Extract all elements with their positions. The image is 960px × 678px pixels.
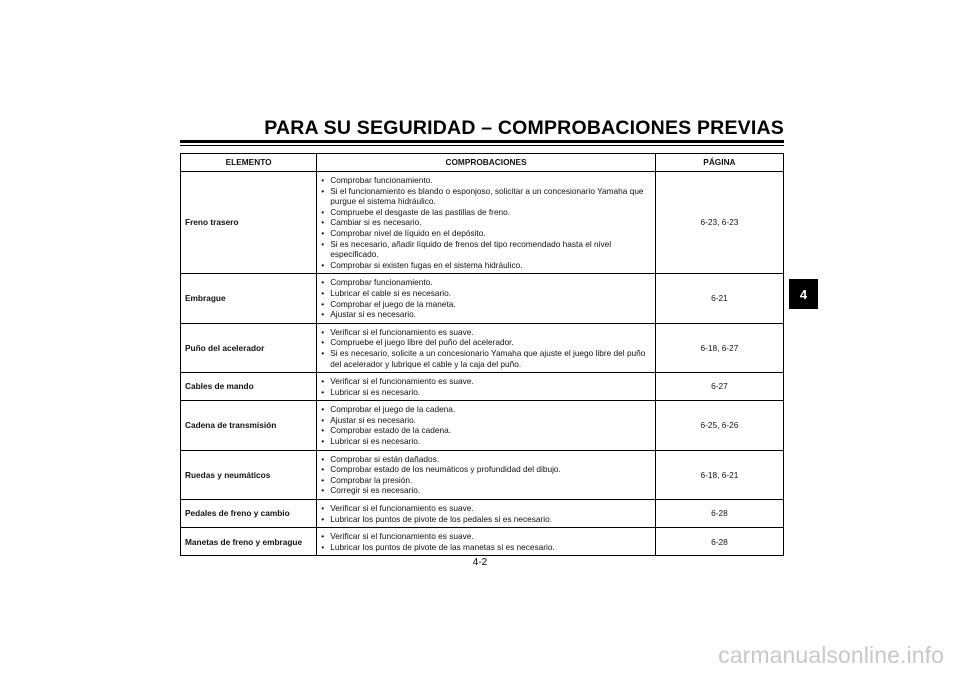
- check-item: • Comprobar estado de los neumáticos y profundidad del dibujo.: [321, 464, 651, 475]
- check-item: • Si es necesario, añadir líquido de frenos del tipo recomendado hasta el nivel especificado.: [321, 239, 651, 260]
- table-header-row: [181, 154, 784, 172]
- row-checks: [317, 401, 656, 450]
- checks-list: [321, 454, 651, 496]
- row-element: Puño del acelerador: [181, 323, 317, 372]
- pre-operation-checks-table: [180, 153, 784, 556]
- row-page-ref: 6-21: [655, 274, 783, 323]
- check-item: • Lubricar si es necesario.: [321, 436, 651, 447]
- table-body: [181, 172, 784, 556]
- row-element: Ruedas y neumáticos: [181, 450, 317, 499]
- check-item: • Compruebe el juego libre del puño del acelerador.: [321, 337, 651, 348]
- checks-list: [321, 327, 651, 369]
- check-item: • Verificar si el funcionamiento es suave.: [321, 376, 651, 387]
- checks-list: [321, 404, 651, 446]
- check-item: • Comprobar la presión.: [321, 475, 651, 486]
- check-item: • Ajustar si es necesario.: [321, 415, 651, 426]
- page-title: PARA SU SEGURIDAD – COMPROBACIONES PREVIAS: [264, 117, 784, 139]
- table-row: [181, 450, 784, 499]
- check-item: • Comprobar funcionamiento.: [321, 175, 651, 186]
- checks-list: [321, 376, 651, 397]
- table-row: [181, 401, 784, 450]
- check-item: • Si el funcionamiento es blando o esponjoso, solicitar a un concesionario Yamaha que purgue el sistema hidráulico.: [321, 186, 651, 207]
- check-item: • Comprobar estado de la cadena.: [321, 425, 651, 436]
- check-item: • Verificar si el funcionamiento es suave.: [321, 531, 651, 542]
- check-item: • Comprobar el juego de la cadena.: [321, 404, 651, 415]
- row-page-ref: 6-28: [655, 500, 783, 528]
- page-number: 4-2: [472, 557, 488, 568]
- row-element: Pedales de freno y cambio: [181, 500, 317, 528]
- table-row: [181, 172, 784, 274]
- check-item: • Comprobar si están dañados.: [321, 454, 651, 465]
- table-row: [181, 373, 784, 401]
- row-checks: [317, 323, 656, 372]
- row-checks: [317, 274, 656, 323]
- watermark: carmanualsonline.info: [718, 642, 944, 668]
- check-item: • Lubricar el cable si es necesario.: [321, 288, 651, 299]
- header-element: ELEMENTO: [181, 154, 317, 172]
- table-row: [181, 528, 784, 556]
- check-item: • Verificar si el funcionamiento es suave.: [321, 503, 651, 514]
- table-row: [181, 274, 784, 323]
- row-element: Cables de mando: [181, 373, 317, 401]
- row-page-ref: 6-18, 6-21: [655, 450, 783, 499]
- row-page-ref: 6-25, 6-26: [655, 401, 783, 450]
- title-rule: [180, 140, 784, 143]
- checks-list: [321, 503, 651, 524]
- check-item: • Comprobar si existen fugas en el sistema hidráulico.: [321, 260, 651, 271]
- check-item: • Lubricar si es necesario.: [321, 387, 651, 398]
- check-item: • Cambiar si es necesario.: [321, 217, 651, 228]
- row-page-ref: 6-27: [655, 373, 783, 401]
- header-checks: COMPROBACIONES: [317, 154, 656, 172]
- checks-list: [321, 531, 651, 552]
- check-item: • Corregir si es necesario.: [321, 485, 651, 496]
- checks-list: [321, 175, 651, 270]
- row-checks: [317, 172, 656, 274]
- check-item: • Si es necesario, solicite a un concesionario Yamaha que ajuste el juego libre del puño del acelerador y lubrique el cable y la caja del puño.: [321, 348, 651, 369]
- check-item: • Comprobar nivel de líquido en el depósito.: [321, 228, 651, 239]
- row-checks: [317, 450, 656, 499]
- row-page-ref: 6-23, 6-23: [655, 172, 783, 274]
- table-row: [181, 500, 784, 528]
- check-item: • Verificar si el funcionamiento es suave.: [321, 327, 651, 338]
- row-checks: [317, 373, 656, 401]
- check-item: • Ajustar si es necesario.: [321, 309, 651, 320]
- row-checks: [317, 500, 656, 528]
- row-element: Freno trasero: [181, 172, 317, 274]
- row-checks: [317, 528, 656, 556]
- row-page-ref: 6-28: [655, 528, 783, 556]
- check-item: • Comprobar el juego de la maneta.: [321, 299, 651, 310]
- check-item: • Lubricar los puntos de pivote de los pedales si es necesario.: [321, 514, 651, 525]
- header-page: PÁGINA: [655, 154, 783, 172]
- check-item: • Comprobar funcionamiento.: [321, 277, 651, 288]
- table-row: [181, 323, 784, 372]
- check-item: • Compruebe el desgaste de las pastillas de freno.: [321, 207, 651, 218]
- row-element: Embrague: [181, 274, 317, 323]
- title-rule-thin: [180, 145, 784, 146]
- row-element: Cadena de transmisión: [181, 401, 317, 450]
- check-item: • Lubricar los puntos de pivote de las manetas si es necesario.: [321, 542, 651, 553]
- row-element: Manetas de freno y embrague: [181, 528, 317, 556]
- chapter-tab[interactable]: 4: [789, 279, 818, 309]
- row-page-ref: 6-18, 6-27: [655, 323, 783, 372]
- checks-list: [321, 277, 651, 319]
